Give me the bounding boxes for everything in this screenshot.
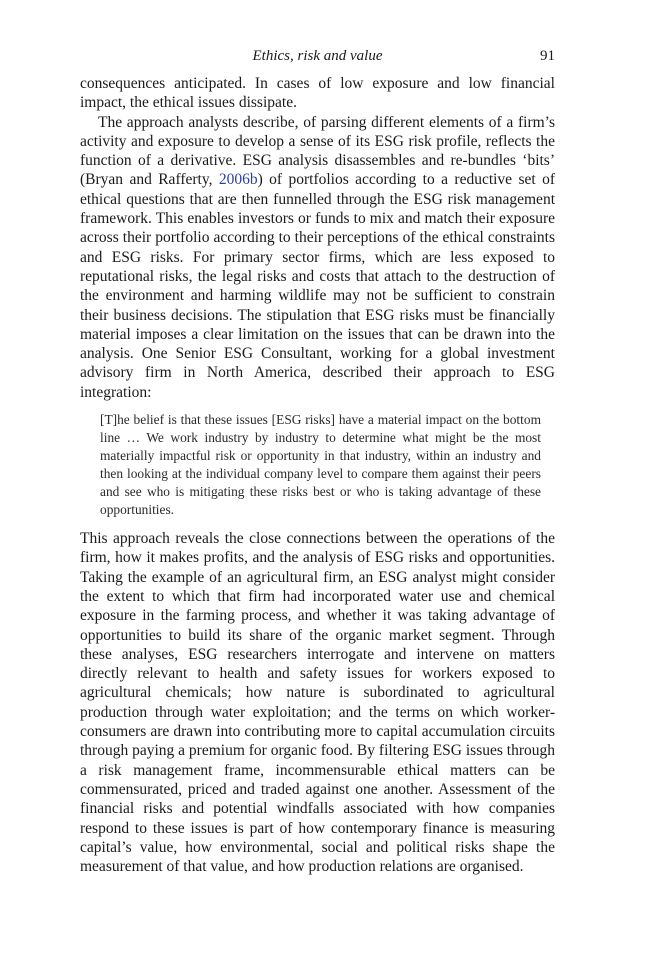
paragraph-continuation: consequences anticipated. In cases of low exposure and low financial impact, the ethical issues dissipate. xyxy=(80,75,555,112)
book-page xyxy=(80,48,555,876)
block-quote: [T]he belief is that these issues [ESG risks] have a material impact on the bottom line … We work industry by industry to determine what might be the most materially impactful risk or opportunity in that industry, within an industry and then looking at the individual company level to compare them against their peers and see who is mitigating these risks best or who is taking advantage of these opportunities. xyxy=(100,412,541,518)
paragraph-text-start: The approach analysts describe, of parsing different elements of a firm’s activity and exposure to develop a sense of its ESG risk profile, reflects the function of a derivative. ESG analysis disassembles and re-bundles ‘bits’ (Bryan and Rafferty, xyxy=(80,113,555,189)
running-title: Ethics, risk and value xyxy=(252,48,383,64)
paragraph-agricultural-example: This approach reveals the close connections between the operations of the firm, how it makes profits, and the analysis of ESG risks and opportunities. Taking the example of an agricultural firm, an ESG analyst might consider the extent to which that firm had incorporated water use and chemical exposure in the farming process, and whether it was taking advantage of opportunities to build its share of the organic market segment. Through these analyses, ESG researchers interrogate and intervene on matters directly relevant to health and safety issues for workers exposed to agricultural chemicals; how nature is subordinated to agricultural production through water exploitation; and the terms on which worker-consumers are drawn into contributing more to capital accumulation circuits through paying a premium for organic food. By filtering ESG issues through a risk management frame, incommensurable ethical matters can be commensurated, priced and traded against one another. Assessment of the financial risks and potential windfalls associated with how companies respond to these issues is part of how contemporary finance is measuring capital’s value, how environmental, social and political risks shape the measurement of that value, and how production relations are organised. xyxy=(80,530,555,876)
paragraph-text-end: ) of portfolios according to a reductive set of ethical questions that are then funnelled through the ESG risk management framework. This enables investors or funds to mix and match their exposure across their portfolio according to their perceptions of the ethical constraints and ESG risks. For primary sector firms, which are less exposed to reputational risks, the legal risks and costs that attach to the destruction of the environment and harming wildlife may not be sufficient to constrain their business decisions. The stipulation that ESG risks must be financially material imposes a clear limitation on the issues that can be drawn into the analysis. One Senior ESG Consultant, working for a global investment advisory firm in North America, described their approach to ESG integration: xyxy=(80,171,555,401)
page-number: 91 xyxy=(540,48,555,64)
paragraph-derivative-approach xyxy=(80,113,555,402)
running-head xyxy=(80,48,555,74)
citation-link[interactable]: 2006b xyxy=(218,171,258,189)
